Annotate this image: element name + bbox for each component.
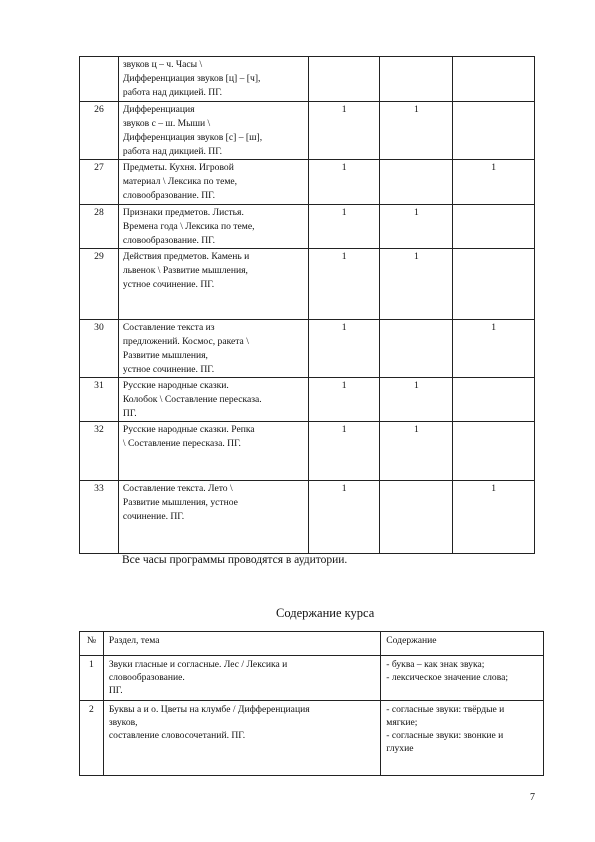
hours-note: Все часы программы проводятся в аудитории. [122, 554, 348, 566]
lesson-topic-line: словообразование. ПГ. [122, 235, 216, 246]
content-table-header [80, 632, 544, 656]
hours-cell-1: 1 [308, 481, 380, 554]
hours-cell-2: 1 [380, 378, 453, 422]
lesson-topic [118, 378, 308, 422]
content-table-row [80, 656, 544, 701]
lesson-topic-line: звуков ц – ч. Часы \ [122, 59, 203, 70]
lesson-topic [118, 160, 308, 205]
section-content [381, 656, 544, 701]
lesson-topic-line: Колобок \ Составление пересказа. [122, 394, 262, 405]
hours-cell-1: 1 [308, 160, 380, 205]
hours-cell-2: 1 [380, 102, 453, 160]
hours-cell-1: 1 [308, 205, 380, 249]
section-topic-line: составление словосочетаний. ПГ. [108, 730, 246, 741]
hours-table-row [80, 481, 535, 554]
lesson-topic-line: работа над дикцией. ПГ. [122, 146, 223, 157]
hours-cell-3: 1 [453, 320, 535, 378]
hours-cell-1: 1 [308, 249, 380, 320]
lesson-topic-line: Признаки предметов. Листья. [122, 207, 244, 218]
hours-table-row [80, 378, 535, 422]
lesson-topic [118, 57, 308, 102]
section-topic-line: звуков, [108, 717, 138, 728]
hours-cell-1 [308, 57, 380, 102]
section-content-line: глухие [386, 743, 414, 754]
hours-cell-1: 1 [308, 102, 380, 160]
lesson-topic-line: львенок \ Развитие мышления, [122, 265, 248, 276]
lesson-topic-line: устное сочинение. ПГ. [122, 364, 215, 375]
page-number: 7 [530, 792, 535, 803]
row-number: 33 [80, 481, 119, 554]
hours-cell-2: 1 [380, 205, 453, 249]
lesson-topic-line: Действия предметов. Камень и [122, 251, 250, 262]
row-number: 29 [80, 249, 119, 320]
section-title: Содержание курса [276, 606, 375, 620]
hours-cell-3 [453, 378, 535, 422]
hours-table-row [80, 102, 535, 160]
lesson-topic-line: устное сочинение. ПГ. [122, 279, 215, 290]
hours-cell-3 [453, 102, 535, 160]
lesson-topic-line: звуков с – ш. Мыши \ [122, 118, 211, 129]
hours-table-row [80, 249, 535, 320]
lesson-topic [118, 102, 308, 160]
lesson-topic-line: Времена года \ Лексика по теме, [122, 221, 255, 232]
hours-cell-3 [453, 57, 535, 102]
lesson-topic [118, 422, 308, 481]
lesson-topic-line: работа над дикцией. ПГ. [122, 87, 223, 98]
row-number: 32 [80, 422, 119, 481]
lesson-topic-line: Русские народные сказки. [122, 380, 229, 391]
lesson-topic-line: материал \ Лексика по теме, [122, 176, 238, 187]
section-topic-line: Буквы а и о. Цветы на клумбе / Дифференциация [108, 704, 310, 715]
lesson-topic [118, 320, 308, 378]
row-number: 28 [80, 205, 119, 249]
lesson-topic-line: Развитие мышления, устное [122, 497, 238, 508]
lesson-topic-line: Русские народные сказки. Репка [122, 424, 255, 435]
hours-table-row [80, 320, 535, 378]
row-number: 30 [80, 320, 119, 378]
hours-cell-2 [380, 160, 453, 205]
section-content-line: - буква – как знак звука; [386, 659, 485, 670]
header-topic: Раздел, тема [103, 632, 380, 656]
hours-cell-1: 1 [308, 422, 380, 481]
section-number: 2 [80, 701, 104, 776]
lesson-topic [118, 249, 308, 320]
hours-cell-2: 1 [380, 422, 453, 481]
hours-cell-1: 1 [308, 378, 380, 422]
hours-cell-3: 1 [453, 160, 535, 205]
hours-table-row [80, 160, 535, 205]
hours-table-row [80, 57, 535, 102]
header-content: Содержание [381, 632, 544, 656]
lesson-topic-line: Дифференциация звуков [ц] – [ч], [122, 73, 261, 84]
content-table-row [80, 701, 544, 776]
section-content [381, 701, 544, 776]
section-content-line: - лексическое значение слова; [386, 672, 509, 683]
lesson-topic-line: сочинение. ПГ. [122, 511, 185, 522]
hours-cell-2 [380, 57, 453, 102]
lesson-topic [118, 481, 308, 554]
lesson-topic-line: словообразование. ПГ. [122, 190, 216, 201]
hours-cell-2: 1 [380, 249, 453, 320]
hours-cell-1: 1 [308, 320, 380, 378]
row-number: 31 [80, 378, 119, 422]
section-content-line: - согласные звуки: твёрдые и [386, 704, 505, 715]
section-topic-line: словообразование. [108, 672, 185, 683]
section-content-line: мягкие; [386, 717, 418, 728]
row-number: 26 [80, 102, 119, 160]
lesson-topic-line: Дифференциация [122, 104, 195, 115]
section-content-line: - согласные звуки: звонкие и [386, 730, 504, 741]
hours-table-row [80, 422, 535, 481]
lesson-topic-line: Дифференциация звуков [с] – [ш], [122, 132, 263, 143]
hours-cell-2 [380, 320, 453, 378]
hours-cell-3 [453, 422, 535, 481]
lesson-topic-line: Предметы. Кухня. Игровой [122, 162, 234, 173]
section-number: 1 [80, 656, 104, 701]
lesson-topic-line: предложений. Космос, ракета \ [122, 336, 249, 347]
row-number: 27 [80, 160, 119, 205]
lesson-topic [118, 205, 308, 249]
section-topic-line: Звуки гласные и согласные. Лес / Лексика и [108, 659, 288, 670]
row-number [80, 57, 119, 102]
section-topic [103, 701, 380, 776]
content-table [79, 631, 544, 776]
hours-cell-2 [380, 481, 453, 554]
header-num: № [80, 632, 104, 656]
hours-table-row [80, 205, 535, 249]
lesson-topic-line: Составление текста из [122, 322, 215, 333]
hours-cell-3 [453, 249, 535, 320]
hours-table [79, 56, 535, 554]
hours-cell-3 [453, 205, 535, 249]
section-topic-line: ПГ. [108, 685, 123, 696]
lesson-topic-line: ПГ. [122, 408, 137, 419]
lesson-topic-line: Развитие мышления, [122, 350, 208, 361]
hours-cell-3: 1 [453, 481, 535, 554]
lesson-topic-line: Составление текста. Лето \ [122, 483, 233, 494]
lesson-topic-line: \ Составление пересказа. ПГ. [122, 438, 241, 449]
section-topic [103, 656, 380, 701]
